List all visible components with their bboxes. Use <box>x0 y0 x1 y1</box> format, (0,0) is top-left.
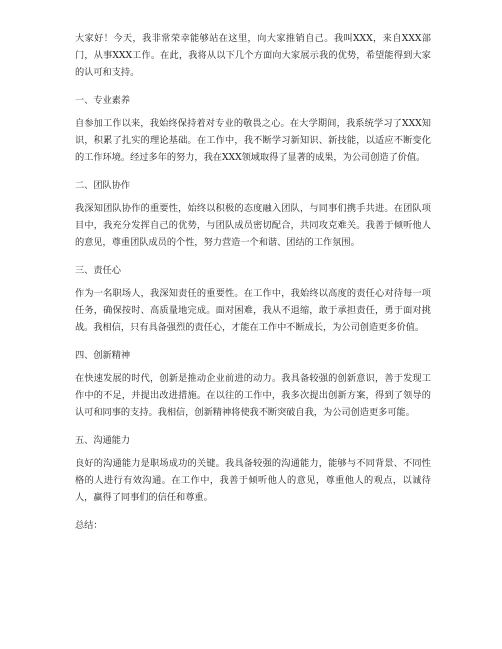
section-heading-professional: 一、专业素养 <box>75 95 131 106</box>
section-heading-innovation: 四、创新精神 <box>75 350 131 361</box>
intro-paragraph: 大家好！今天，我非常荣幸能够站在这里，向大家推销自己。我叫XXX，来自XXX部门，从事XXX工作。在此，我将从以下几个方面向大家展示我的优势，希望能得到大家的认可和支持。 <box>75 33 431 78</box>
section-body-innovation: 在快速发展的时代，创新是推动企业前进的动力。我具备较强的创新意识，善于发现工作中的不足，并提出改进措施。在以往的工作中，我多次提出创新方案，得到了领导的认可和同事的支持。我相信，创新精神将使我不断突破自我，为公司创造更多可能。 <box>75 373 431 418</box>
section-body-responsibility: 作为一名职场人，我深知责任的重要性。在工作中，我始终以高度的责任心对待每一项任务，确保按时、高质量地完成。面对困难，我从不退缩，敢于承担责任，勇于面对挑战。我相信，只有具备强烈的责任心，才能在工作中不断成长，为公司创造更多价值。 <box>75 288 431 333</box>
section-heading-teamwork: 二、团队协作 <box>75 180 131 191</box>
document-page <box>75 30 431 534</box>
section-body-professional: 自参加工作以来，我始终保持着对专业的敬畏之心。在大学期间，我系统学习了XXX知识，积累了扎实的理论基础。在工作中，我不断学习新知识、新技能，以适应不断变化的工作环境。经过多年的努力，我在XXX领域取得了显著的成果，为公司创造了价值。 <box>75 118 431 163</box>
summary-heading: 总结： <box>75 520 103 531</box>
section-body-communication: 良好的沟通能力是职场成功的关键。我具备较强的沟通能力，能够与不同背景、不同性格的人进行有效沟通。在工作中，我善于倾听他人的意见，尊重他人的观点，以诚待人，赢得了同事们的信任和尊重。 <box>75 458 431 503</box>
section-heading-communication: 五、沟通能力 <box>75 435 131 446</box>
section-body-teamwork: 我深知团队协作的重要性，始终以积极的态度融入团队，与同事们携手共进。在团队项目中，我充分发挥自己的优势，与团队成员密切配合，共同攻克难关。我善于倾听他人的意见，尊重团队成员的个性，努力营造一个和谐、团结的工作氛围。 <box>75 203 431 248</box>
section-heading-responsibility: 三、责任心 <box>75 265 121 276</box>
